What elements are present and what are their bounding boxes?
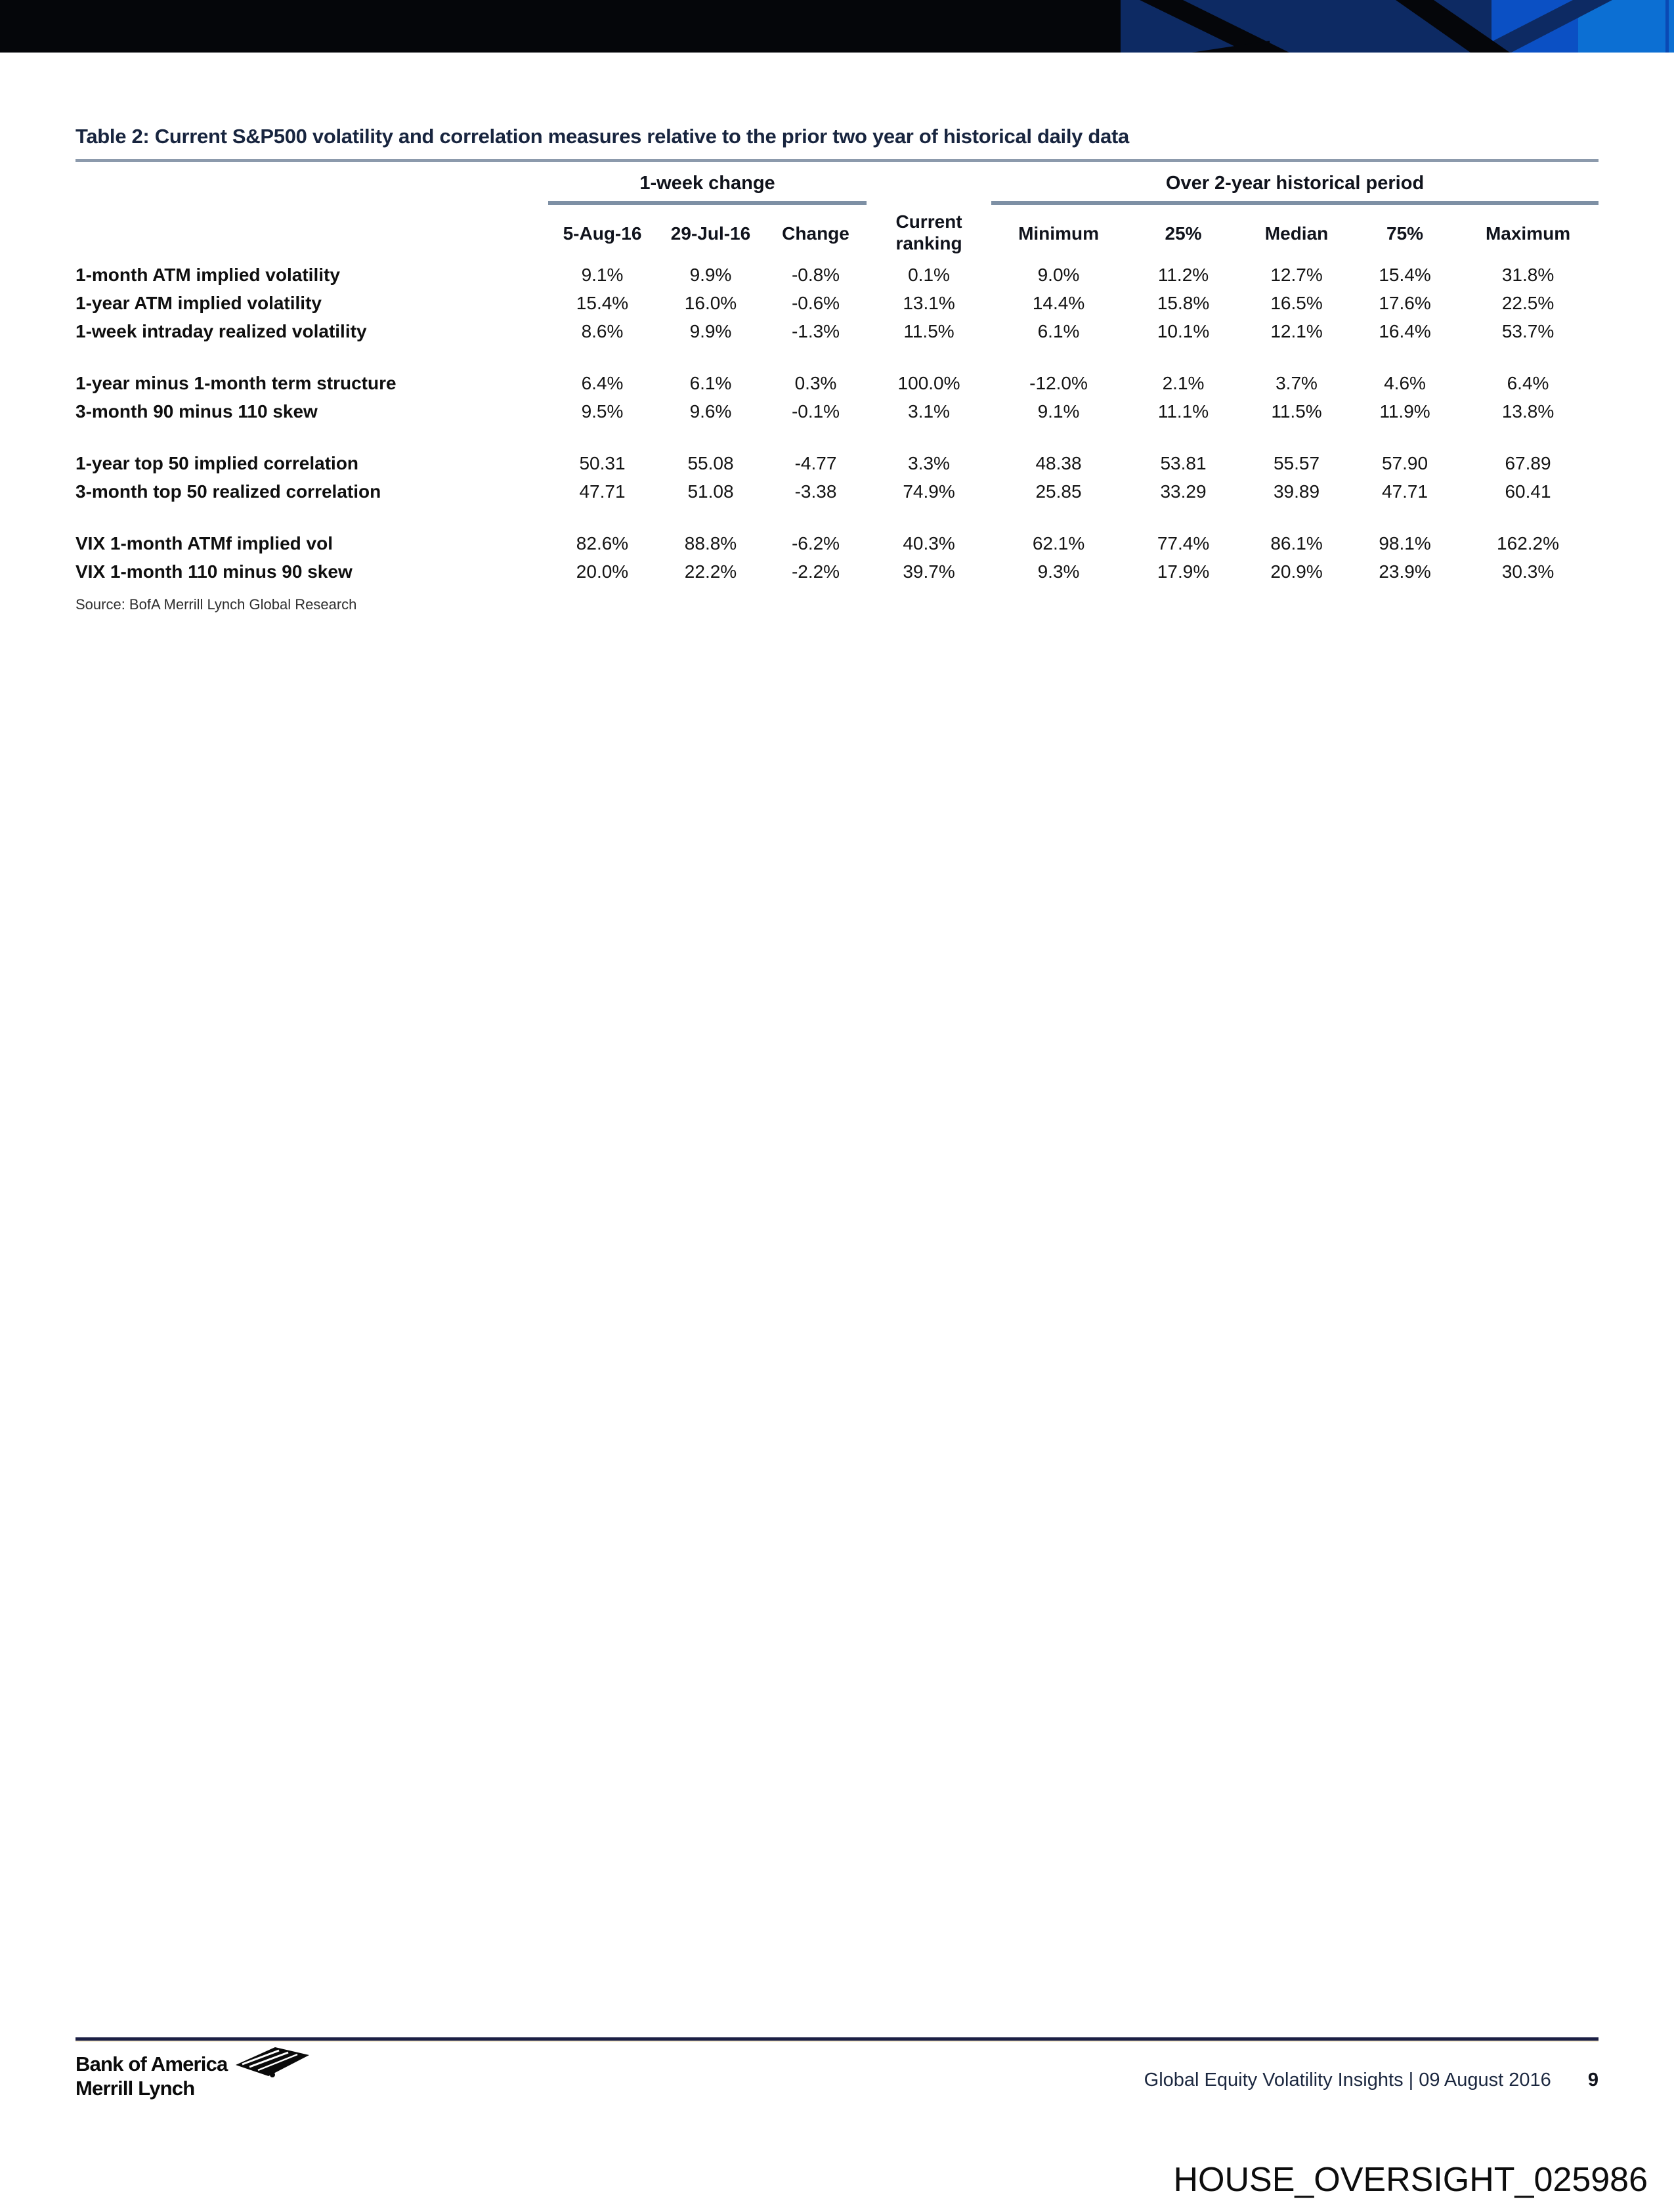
cell-value: 0.3% xyxy=(794,372,837,393)
cell-value: 11.1% xyxy=(1157,401,1209,422)
title-rule xyxy=(75,159,1599,162)
cell-value: 16.0% xyxy=(684,292,737,313)
cell-value: 55.57 xyxy=(1273,452,1320,473)
cell-value: -2.2% xyxy=(791,561,840,582)
bates-number: HOUSE_OVERSIGHT_025986 xyxy=(1173,2161,1648,2199)
cell-value: 48.38 xyxy=(1035,452,1082,473)
cell-value: 15.8% xyxy=(1157,292,1210,313)
cell-value: 13.8% xyxy=(1501,401,1555,422)
row-label-header xyxy=(75,203,548,261)
cell-value: 15.4% xyxy=(1379,264,1431,285)
cell-value: 60.41 xyxy=(1505,481,1551,502)
cell-value: 74.9% xyxy=(903,481,955,502)
cell-value: 62.1% xyxy=(1032,532,1085,553)
cell-value: 3.3% xyxy=(908,452,950,473)
group-header-2year: Over 2-year historical period xyxy=(991,163,1599,203)
spacer-row xyxy=(75,506,1599,529)
cell-value: 30.3% xyxy=(1501,561,1555,582)
column-header: Maximum xyxy=(1485,223,1571,244)
logo-text-line1: Bank of America xyxy=(75,2052,228,2075)
page-footer xyxy=(75,2037,1599,2100)
column-header: Median xyxy=(1264,223,1329,244)
cell-value: 33.29 xyxy=(1160,481,1207,502)
cell-value: 50.31 xyxy=(579,452,626,473)
cell-value: 9.3% xyxy=(1037,561,1080,582)
cell-value: 22.5% xyxy=(1501,292,1555,313)
cell-value: -0.8% xyxy=(791,264,840,285)
table-row xyxy=(75,317,1599,345)
cell-value: 8.6% xyxy=(581,320,624,341)
bofa-ml-logo xyxy=(75,2051,309,2100)
row-label: VIX 1-month ATMf implied vol xyxy=(75,532,333,553)
column-header: 75% xyxy=(1386,223,1424,244)
table-title: Table 2: Current S&P500 volatility and correlation measures relative to the prior two year of historical daily data xyxy=(75,125,1129,148)
cell-value: 82.6% xyxy=(576,532,629,553)
cell-value: 3.7% xyxy=(1276,372,1318,393)
row-label: 1-week intraday realized volatility xyxy=(75,320,367,341)
column-header: Change xyxy=(782,223,849,244)
cell-value: 47.71 xyxy=(579,481,626,502)
cell-value: 39.89 xyxy=(1273,481,1320,502)
footer-rule xyxy=(75,2037,1599,2042)
cell-value: 55.08 xyxy=(687,452,734,473)
cell-value: 16.4% xyxy=(1379,320,1431,341)
cell-value: 9.9% xyxy=(689,320,732,341)
cell-value: 6.4% xyxy=(581,372,624,393)
row-label: 3-month top 50 realized correlation xyxy=(75,481,381,502)
cell-value: 9.5% xyxy=(581,401,624,422)
cell-value: 31.8% xyxy=(1501,264,1555,285)
cell-value: 15.4% xyxy=(576,292,629,313)
row-label: 1-year top 50 implied correlation xyxy=(75,452,359,473)
cell-value: 22.2% xyxy=(684,561,737,582)
bofa-flag-icon xyxy=(236,2046,309,2077)
row-label: 1-year ATM implied volatility xyxy=(75,292,322,313)
cell-value: 6.4% xyxy=(1507,372,1549,393)
cell-value: 16.5% xyxy=(1270,292,1323,313)
row-label: VIX 1-month 110 minus 90 skew xyxy=(75,561,353,582)
group-header-row xyxy=(75,163,1599,203)
cell-value: 0.1% xyxy=(908,264,950,285)
column-header: 25% xyxy=(1165,223,1202,244)
cell-value: 9.1% xyxy=(581,264,624,285)
cell-value: 47.71 xyxy=(1381,481,1428,502)
cell-value: 17.6% xyxy=(1379,292,1431,313)
cell-value: 67.89 xyxy=(1505,452,1551,473)
spacer-row xyxy=(75,425,1599,449)
column-header-row xyxy=(75,203,1599,261)
cell-value: -12.0% xyxy=(1029,372,1088,393)
source-note: Source: BofA Merrill Lynch Global Research xyxy=(75,596,357,613)
cell-value: 25.85 xyxy=(1035,481,1082,502)
cell-value: -1.3% xyxy=(791,320,840,341)
row-label: 1-month ATM implied volatility xyxy=(75,264,340,285)
cell-value: 2.1% xyxy=(1162,372,1205,393)
cell-value: 6.1% xyxy=(1037,320,1080,341)
cell-value: 98.1% xyxy=(1379,532,1431,553)
column-header: Minimum xyxy=(1018,223,1099,244)
cell-value: 86.1% xyxy=(1270,532,1323,553)
cell-value: 6.1% xyxy=(689,372,732,393)
cell-value: 12.1% xyxy=(1270,320,1323,341)
table-row xyxy=(75,369,1599,397)
cell-value: 9.9% xyxy=(689,264,732,285)
table-row xyxy=(75,397,1599,425)
cell-value: 9.6% xyxy=(689,401,732,422)
cell-value: 53.81 xyxy=(1160,452,1207,473)
cell-value: 162.2% xyxy=(1497,532,1560,553)
cell-value: 23.9% xyxy=(1379,561,1431,582)
volatility-table xyxy=(75,163,1599,586)
cell-value: 40.3% xyxy=(903,532,955,553)
table-row xyxy=(75,289,1599,317)
cell-value: 4.6% xyxy=(1384,372,1426,393)
cell-value: 11.5% xyxy=(903,320,955,341)
column-header: 29-Jul-16 xyxy=(670,223,751,244)
logo-text-line2: Merrill Lynch xyxy=(75,2077,195,2100)
cell-value: 10.1% xyxy=(1157,320,1210,341)
publication-info xyxy=(1144,2070,1599,2091)
spacer-row xyxy=(75,345,1599,369)
page-content xyxy=(75,125,1599,613)
cell-value: 12.7% xyxy=(1270,264,1323,285)
row-label: 1-year minus 1-month term structure xyxy=(75,372,397,393)
cell-value: 13.1% xyxy=(903,292,955,313)
group-header-1week: 1-week change xyxy=(548,163,867,203)
cell-value: 51.08 xyxy=(687,481,734,502)
table-row xyxy=(75,477,1599,506)
cell-value: -4.77 xyxy=(794,452,837,473)
cell-value: 9.1% xyxy=(1037,401,1080,422)
cell-value: -3.38 xyxy=(794,481,837,502)
cell-value: 14.4% xyxy=(1032,292,1085,313)
publication-title-date: Global Equity Volatility Insights | 09 August 2016 xyxy=(1144,2070,1551,2091)
cell-value: 88.8% xyxy=(684,532,737,553)
brand-banner xyxy=(0,0,1674,53)
cell-value: 17.9% xyxy=(1157,561,1210,582)
cell-value: 77.4% xyxy=(1157,532,1210,553)
table-body xyxy=(75,261,1599,586)
cell-value: 11.2% xyxy=(1157,264,1209,285)
column-header: Current ranking xyxy=(895,211,962,253)
table-row xyxy=(75,529,1599,557)
cell-value: 39.7% xyxy=(903,561,955,582)
cell-value: 11.9% xyxy=(1379,401,1430,422)
column-header: 5-Aug-16 xyxy=(563,223,642,244)
table-row xyxy=(75,261,1599,289)
page-number: 9 xyxy=(1587,2070,1599,2091)
cell-value: -6.2% xyxy=(791,532,840,553)
cell-value: 3.1% xyxy=(908,401,950,422)
table-row xyxy=(75,557,1599,586)
cell-value: 20.0% xyxy=(576,561,629,582)
cell-value: 20.9% xyxy=(1270,561,1323,582)
cell-value: 57.90 xyxy=(1381,452,1428,473)
cell-value: 11.5% xyxy=(1271,401,1322,422)
cell-value: 9.0% xyxy=(1037,264,1080,285)
row-label: 3-month 90 minus 110 skew xyxy=(75,401,318,422)
cell-value: -0.6% xyxy=(791,292,840,313)
cell-value: 100.0% xyxy=(897,372,960,393)
cell-value: -0.1% xyxy=(791,401,840,422)
cell-value: 53.7% xyxy=(1501,320,1555,341)
table-row xyxy=(75,449,1599,477)
